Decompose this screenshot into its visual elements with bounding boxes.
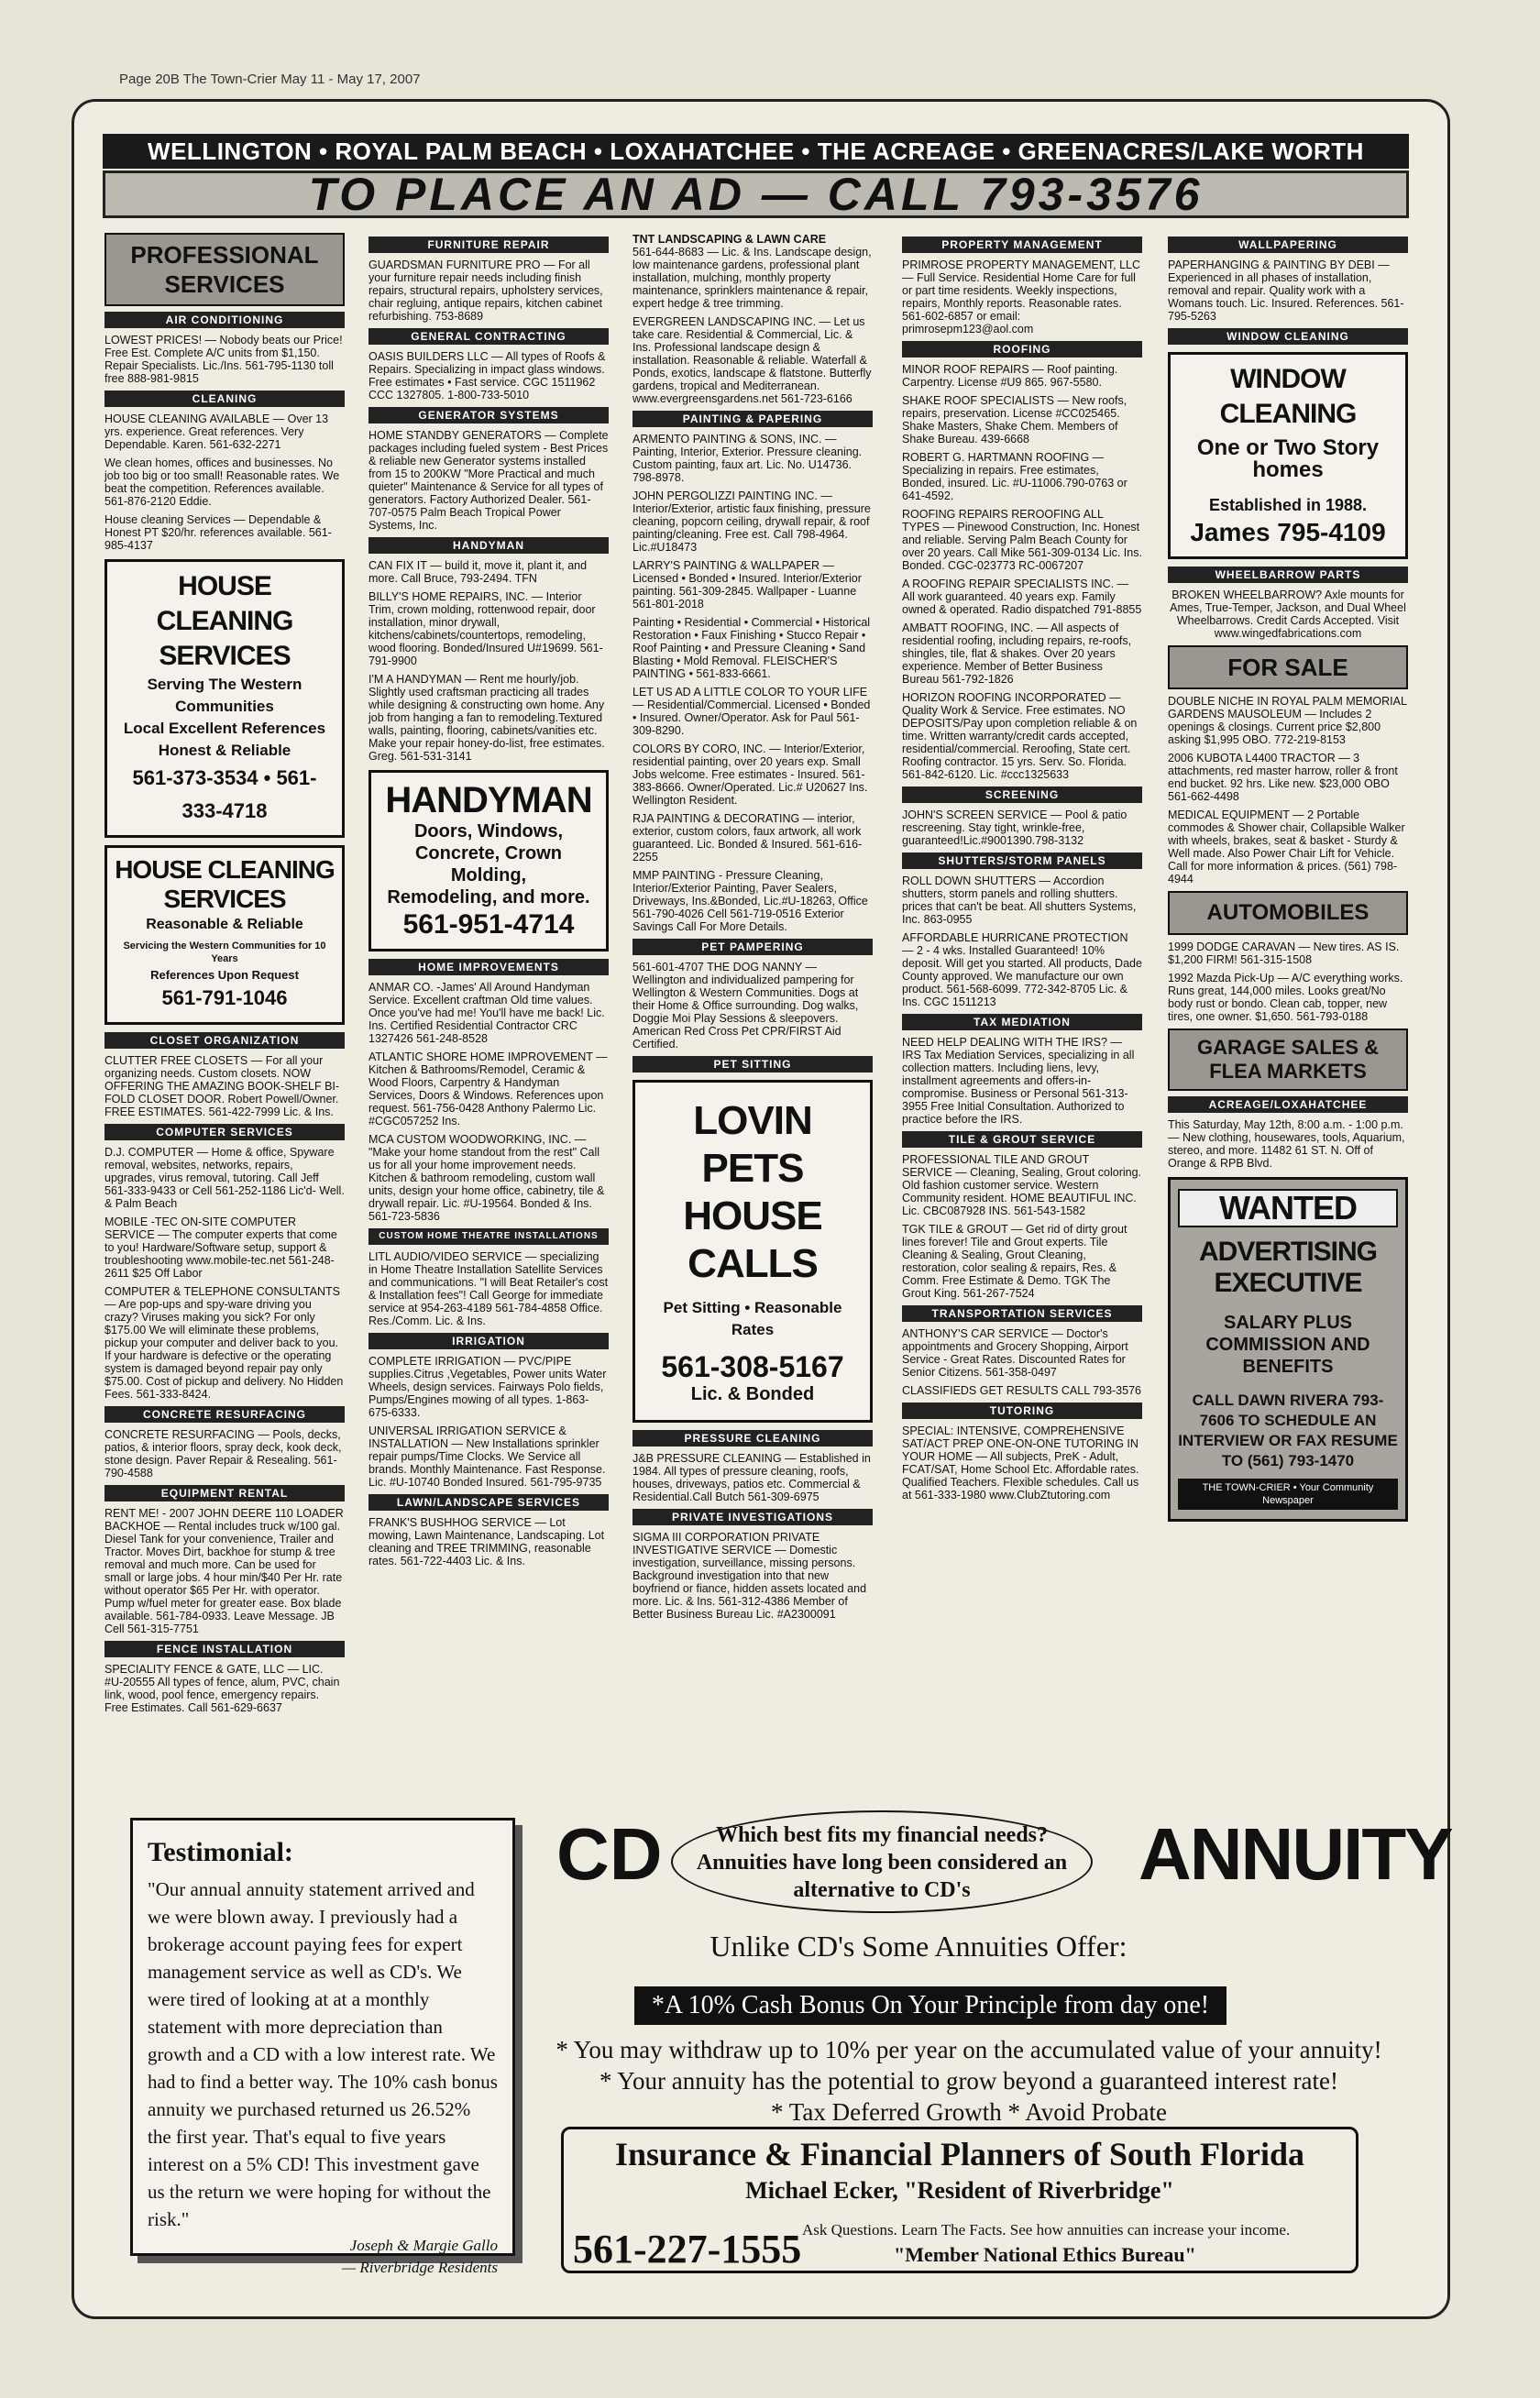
- column-4: [902, 233, 1142, 1507]
- ad-membership: "Member National Ethics Bureau": [894, 2243, 1196, 2266]
- listing: We clean homes, offices and businesses. No job too big or too small! Reasonable rates. We beat the competition. References available. 561-876-2120 Eddie.: [104, 456, 340, 508]
- listing: TGK TILE & GROUT — Get rid of dirty grout lines forever! Tile and Grout experts. Tile Cleaning & Sealing, Grout Cleaning, restoration, color sealing & repairs, Res. & Comm. Free Estimate & Demo. TGK The Grout King. 561-267-7524: [902, 1223, 1128, 1300]
- offer-heading: Unlike CD's Some Annuities Offer:: [710, 1930, 1128, 1963]
- ad-line: Servicing the Western Communities for 10 Years: [123, 940, 326, 964]
- listing: AFFORDABLE HURRICANE PROTECTION — 2 - 4 wks. Installed Guaranteed! 10% deposit. Will get you started. All products, Dade County approved. We manufacture our own product. 561-568-6099. 772-342-8705 Lic. & Ins. CGC 1511213: [902, 931, 1142, 1008]
- section-header-for-sale: FOR SALE: [1168, 645, 1408, 689]
- listing: A ROOFING REPAIR SPECIALISTS INC. — All work guaranteed. 40 years exp. Family owned & operated. Radio dispatched 791-8855: [902, 578, 1142, 616]
- testimonial-signature: — Riverbridge Residents: [342, 2259, 498, 2276]
- display-ad-wanted: [1168, 1177, 1408, 1522]
- ad-line: Remodeling, and more.: [387, 887, 590, 908]
- listing: COLORS BY CORO, INC. — Interior/Exterior, residential painting, over 20 years exp. Small Jobs welcome. Free estimates - Insured. 561-383-8666. Owner/Operated. Lic.# U20627 Ins. Wellington Resident.: [632, 742, 868, 807]
- ad-title: HOUSE CLEANING SERVICES: [156, 571, 293, 671]
- listing: LET US AD A LITTLE COLOR TO YOUR LIFE — Residential/Commercial. Licensed • Bonded • Insured. Owner/Operator. Ask for Paul 561-309-8290.: [632, 686, 871, 737]
- listing: ROBERT G. HARTMANN ROOFING — Specializing in repairs. Free estimates, Bonded, insured. Lic. #U-11006.790-0763 or 641-4592.: [902, 451, 1128, 502]
- category-header: GENERAL CONTRACTING: [368, 328, 609, 345]
- category-header: WHEELBARROW PARTS: [1168, 566, 1408, 583]
- ad-line: Established in 1988.: [1208, 496, 1368, 514]
- listing: LARRY'S PAINTING & WALLPAPER — Licensed • Bonded • Insured. Interior/Exterior painting. 561-309-2845. Wallpaper - Luanne 561-801-2018: [632, 559, 862, 610]
- category-header: AIR CONDITIONING: [104, 312, 345, 328]
- display-ad-handyman: [368, 770, 609, 952]
- call-banner: TO PLACE AN AD — CALL 793-3576: [103, 170, 1409, 218]
- listing: EVERGREEN LANDSCAPING INC. — Let us take care. Residential & Commercial, Lic. & Ins. Professional landscape design & installation. Reasonable & reliable. Waterfall & Ponds, exotics, landscape & flatstone. Butterfly gardens, tropical and Mediterranean. www.evergreensgardens.net 561-723-6166: [632, 315, 872, 405]
- newspaper-logo: THE TOWN-CRIER • Your Community Newspaper: [1178, 1479, 1398, 1510]
- listing: LOWEST PRICES! — Nobody beats our Price! Free Est. Complete A/C units from $1,150. Repair Specialists. Lic./Ins. 561-795-1130 toll free 888-981-9815: [104, 334, 343, 385]
- category-header: CONCRETE RESURFACING: [104, 1406, 345, 1423]
- section-header-professional: PROFESSIONAL SERVICES: [104, 233, 345, 306]
- listing: OASIS BUILDERS LLC — All types of Roofs & Repairs. Specializing in impact glass windows. Free estimates • Fast service. CGC 1511962 CCC 1327805. 1-800-733-5010: [368, 350, 606, 402]
- column-2: [368, 233, 609, 1573]
- company-name: Insurance & Financial Planners of South Florida: [614, 2136, 1305, 2172]
- category-header: TUTORING: [902, 1402, 1142, 1419]
- section-header-garage-sales: GARAGE SALES & FLEA MARKETS: [1168, 1028, 1408, 1091]
- category-header: CUSTOM HOME THEATRE INSTALLATIONS: [368, 1228, 609, 1245]
- listing: JOHN PERGOLIZZI PAINTING INC. — Interior/Exterior, artistic faux finishing, pressure cleaning, popcorn ceiling, drywall repair, & roof painting/cleaning. Free est. Call 798-4964. Lic.#U18473: [632, 490, 871, 554]
- category-header: PET SITTING: [632, 1056, 873, 1072]
- ad-line: CALL DAWN RIVERA 793-7606 TO SCHEDULE AN INTERVIEW OR FAX RESUME TO (561) 793-1470: [1178, 1392, 1398, 1469]
- listing: UNIVERSAL IRRIGATION SERVICE & INSTALLATION — New Installations sprinkler repair pumps/Time Clocks. We Service all brands. Monthly Maintenance. Fast Response. Lic. #U-10740 Bonded Insured. 561-795-9735: [368, 1424, 606, 1489]
- category-header: FENCE INSTALLATION: [104, 1641, 345, 1657]
- benefit-line: * You may withdraw up to 10% per year on the accumulated value of your annuity!: [556, 2036, 1382, 2063]
- listing: D.J. COMPUTER — Home & office, Spyware removal, websites, networks, repairs, upgrades, virus removal, tutoring. Call Jeff 561-333-9433 or Cell 561-252-1186 Lic'd- Well. & Palm Beach: [104, 1146, 345, 1210]
- listing: CLASSIFIEDS GET RESULTS CALL 793-3576: [902, 1384, 1141, 1397]
- listing: FRANK'S BUSHHOG SERVICE — Lot mowing, Lawn Maintenance, Landscaping. Lot cleaning and TREE TRIMMING, reasonable rates. 561-722-4403 Lic. & Ins.: [368, 1516, 605, 1568]
- category-header: IRRIGATION: [368, 1333, 609, 1349]
- ad-phone: 561-227-1555: [573, 2227, 802, 2272]
- listing: ARMENTO PAINTING & SONS, INC. — Painting, Interior, Exterior. Pressure cleaning. Custom painting, faux art. Lic. No. U14736. 798-8978.: [632, 433, 863, 484]
- listing: GUARDSMAN FURNITURE PRO — For all your furniture repair needs including finish repairs, structural repairs, upholstery services, chair regluing, antique repairs, kitchen cabinet refurbishing. 753-8689: [368, 258, 603, 323]
- category-header: HANDYMAN: [368, 537, 609, 554]
- ad-line: Local Excellent References: [123, 720, 326, 737]
- ad-title: HOUSE CLEANING SERVICES: [115, 855, 335, 913]
- category-header: TAX MEDIATION: [902, 1014, 1142, 1030]
- ad-tagline: Ask Questions. Learn The Facts. See how annuities can increase your income.: [802, 2221, 1291, 2238]
- category-header: WALLPAPERING: [1168, 236, 1408, 253]
- listing: PROFESSIONAL TILE AND GROUT SERVICE — Cleaning, Sealing, Grout coloring. Old fashion customer service. Western Community resident. HOME BEAUTIFUL INC. Lic. CBC087928 INS. 561-543-1582: [902, 1153, 1142, 1217]
- category-header: ROOFING: [902, 341, 1142, 358]
- category-header: CLEANING: [104, 390, 345, 407]
- ad-phone: James 795-4109: [1190, 518, 1386, 546]
- category-header: PROPERTY MANAGEMENT: [902, 236, 1142, 253]
- ad-title: HANDYMAN: [385, 780, 592, 820]
- testimonial-title: Testimonial:: [148, 1837, 293, 1867]
- listing: PAPERHANGING & PAINTING BY DEBI — Experienced in all phases of installation, removal and repair. Quality work with a Womans touch. Lic. Insured. References. 561-795-5263: [1168, 258, 1404, 323]
- display-ad-lovin-pets: [632, 1080, 873, 1423]
- listing: ANMAR CO. -James' All Around Handyman Service. Excellent craftman Old time values. Once you've had me! You'll have me back! Lic. Ins. Certified Residential Contractor CRC 1327426 561-248-8528: [368, 981, 605, 1045]
- category-header: TRANSPORTATION SERVICES: [902, 1305, 1142, 1322]
- testimonial-box: [130, 1818, 515, 2276]
- region-banner: WELLINGTON • ROYAL PALM BEACH • LOXAHATCHEE • THE ACREAGE • GREENACRES/LAKE WORTH: [103, 134, 1409, 169]
- listing: ROLL DOWN SHUTTERS — Accordion shutters, storm panels and rolling shutters. prices that can't be beat. All shutters Systems, Inc. 863-0955: [902, 874, 1137, 926]
- category-header: PAINTING & PAPERING: [632, 411, 873, 427]
- benefit-line: * Tax Deferred Growth * Avoid Probate: [771, 2098, 1167, 2126]
- category-header: PRIVATE INVESTIGATIONS: [632, 1509, 873, 1525]
- ad-phone: 561-373-3534 • 561-333-4718: [132, 766, 317, 822]
- ad-line: One or Two Story homes: [1196, 435, 1380, 482]
- listing: MCA CUSTOM WOODWORKING, INC. — "Make your home standout from the rest" Call us for all your home improvement needs. Kitchen & bathroom remodeling, custom wall units, design your home office, cabinetry, tile & drywall repair. Lic. #U-19564. Bonded & Ins. 561-723-5836: [368, 1133, 605, 1223]
- annuity-ad: [103, 1810, 1452, 2287]
- ad-line: Doors, Windows,: [413, 821, 564, 842]
- listing: House cleaning Services — Dependable & Honest PT $20/hr. references available. 561-985-4137: [104, 513, 332, 552]
- listing: COMPLETE IRRIGATION — PVC/PIPE supplies.Citrus ,Vegetables, Power units Water Wheels, design services. Fairways Polo fields, Pumps/Engines mowing of all types. 1-863-675-6333.: [368, 1355, 607, 1419]
- ad-title: WANTED: [1178, 1189, 1398, 1227]
- cd-heading: CD: [556, 1813, 663, 1895]
- ad-line: Serving The Western Communities: [147, 676, 302, 715]
- category-header: GENERATOR SYSTEMS: [368, 407, 609, 424]
- ad-phone: 561-308-5167: [661, 1350, 844, 1383]
- column-3: [632, 233, 873, 1626]
- ad-phone: 561-951-4714: [402, 909, 575, 940]
- bonus-banner: *A 10% Cash Bonus On Your Principle from day one!: [634, 1986, 1226, 2025]
- listing: 2006 KUBOTA L4400 TRACTOR — 3 attachments, red master harrow, roller & front end bucket. 92 hrs. Like new. $23,000 OBO 561-662-4498: [1168, 752, 1398, 803]
- annuity-heading: ANNUITY: [1138, 1813, 1452, 1895]
- column-5: [1168, 233, 1408, 1529]
- listing: COMPUTER & TELEPHONE CONSULTANTS — Are pop-ups and spy-ware driving you crazy? Viruses making you sick? For only $175.00 We will eliminate these problems, pickup your computer and deliver back to you. If your hardware is defective or the operating system is damaged beyond repair pay only $75.00. Cost of pickup and delivery. No Hidden Fees. 561-333-8424.: [104, 1285, 344, 1401]
- listing: BILLY'S HOME REPAIRS, INC. — Interior Trim, crown molding, rottenwood repair, door installation, minor drywall, kitchens/cabinets/countertops, remodeling, wood flooring. Bonded/Insured U#19699. 561-791-9900: [368, 590, 603, 667]
- listing: J&B PRESSURE CLEANING — Established in 1984. All types of pressure cleaning, roofs, houses, driveways, patios etc. Commercial & Residential.Call Butch 561-309-6975: [632, 1452, 871, 1503]
- listing-title: TNT LANDSCAPING & LAWN CARE: [632, 233, 827, 246]
- listing: I'M A HANDYMAN — Rent me hourly/job. Slightly used craftsman practicing all trades while designing & constructing own home. Any job from hanging a fan to remodeling.Textured walls, painting, flooring, cabinets/vanities etc. Make your repair honey-do-list, free estimates. Greg. 561-531-3141: [368, 673, 605, 763]
- display-ad-house-cleaning-1: [104, 559, 345, 838]
- category-header: COMPUTER SERVICES: [104, 1124, 345, 1140]
- ad-line: Reasonable & Reliable: [146, 917, 303, 932]
- category-header: SHUTTERS/STORM PANELS: [902, 852, 1142, 869]
- category-header: EQUIPMENT RENTAL: [104, 1485, 345, 1502]
- ad-line: Lic. & Bonded: [690, 1384, 815, 1404]
- category-header: PET PAMPERING: [632, 939, 873, 955]
- listing: SIGMA III CORPORATION PRIVATE INVESTIGATIVE SERVICE — Domestic investigation, surveillance, missing persons. Background investigation into that new boyfriend or fiance, hidden assets located and more. Lic. & Ins. 561-312-4386 Member of Better Business Bureau Lic. #A2300091: [632, 1531, 867, 1621]
- category-header: WINDOW CLEANING: [1168, 328, 1408, 345]
- category-header: PRESSURE CLEANING: [632, 1430, 873, 1446]
- listing: 561-601-4707 THE DOG NANNY — Wellington and individualized pampering for Wellington & Western Communities. Dogs at their Home & Office surrounding. Dog walks, Doggie Moi Play Sessions & sleepovers. American Red Cross Pet CPR/FIRST Aid Certified.: [632, 961, 859, 1050]
- ad-title: WINDOW CLEANING: [1219, 364, 1357, 429]
- category-header: SCREENING: [902, 786, 1142, 803]
- listing: MINOR ROOF REPAIRS — Roof painting. Carpentry. License #U9 865. 967-5580.: [902, 363, 1118, 389]
- display-ad-house-cleaning-2: [104, 845, 345, 1025]
- listing: HOME STANDBY GENERATORS — Complete packages including fueled system - Best Prices & reliable new Generator systems installed from 15 to 200KW "More Practical and much quieter" Maintenance & Service for all types of generators. Factory Authorized Dealer. 561-707-0575 Palm Beach Tropical Power Systems, Inc.: [368, 429, 609, 532]
- listing: Painting • Residential • Commercial • Historical Restoration • Faux Finishing • Stucco Repair • Roof Painting • and Pressure Cleaning • Sand Blasting • Mold Removal. FLEISCHER'S PAINTING • 561-833-6661.: [632, 616, 871, 680]
- listing: SPECIALITY FENCE & GATE, LLC — LIC. #U-20555 All types of fence, alum, PVC, chain link, wood, pool fence, emergency repairs. Free Estimates. Call 561-629-6637: [104, 1663, 340, 1714]
- testimonial-quote: "Our annual annuity statement arrived and we were blown away. I previously had a brokerage account paying fees for expert management service as well as CD's. We were tired of looking at at a monthly statement with more depreciation than growth and a CD with a low interest rate. We had to find a better way. The 10% cash bonus annuity we purchased returned us 26.52% the first year. That's equal to five years interest on a 5% CD! This investment gave us the return we were hoping for without the risk.": [148, 1878, 498, 2230]
- question-oval: Which best fits my financial needs? Annuities have long been considered an alternative to CD's: [671, 1810, 1093, 1913]
- listing: HOUSE CLEANING AVAILABLE — Over 13 yrs. experience. Great references. Very Dependable. Karen. 561-632-2271: [104, 412, 329, 451]
- listing: MOBILE -TEC ON-SITE COMPUTER SERVICE — The computer experts that come to you! Hardware/Software setup, support & troubleshooting www.mobile-tec.net 561-248-2611 $25 Off Labor: [104, 1216, 337, 1280]
- ad-line: Concrete, Crown Molding,: [414, 843, 563, 886]
- ad-phone: 561-791-1046: [161, 986, 288, 1009]
- listing: This Saturday, May 12th, 8:00 a.m. - 1:00 p.m. — New clothing, housewares, tools, Aquarium, stereo, and more. 11482 61 ST. N. Off of Orange & RPB Blvd.: [1168, 1118, 1405, 1170]
- listing: AMBATT ROOFING, INC. — All aspects of residential roofing, including repairs, re-roofs, shingles, tile, flat & shakes. Over 20 years experience. Member of Better Business Bureau 561-792-1826: [902, 622, 1132, 686]
- ad-title: HOUSE CALLS: [683, 1194, 822, 1286]
- listing: SHAKE ROOF SPECIALISTS — New roofs, repairs, preservation. License #CC025465. Shake Masters, Shake Chem. Members of Shake Bureau. 439-6668: [902, 394, 1128, 446]
- listing: 1999 DODGE CARAVAN — New tires. AS IS. $1,200 FIRM! 561-315-1508: [1168, 940, 1400, 966]
- listing: BROKEN WHEELBARROW? Axle mounts for Ames, True-Temper, Jackson, and Dual Wheel Wheelbarrows. Credit Cards Accepted. Visit www.wingedfabrications.com: [1170, 588, 1406, 640]
- category-header: LAWN/LANDSCAPE SERVICES: [368, 1494, 609, 1511]
- column-1: [104, 233, 345, 1720]
- listing: RJA PAINTING & DECORATING — interior, exterior, custom colors, faux artwork, all work guaranteed. Lic. Bonded & Insured. 561-616-2255: [632, 812, 863, 864]
- category-header: ACREAGE/LOXAHATCHEE: [1168, 1096, 1408, 1113]
- listing: MEDICAL EQUIPMENT — 2 Portable commodes & Shower chair, Collapsible Walker with wheels, brakes, seat & basket - Sturdy & Well made. Also Power Chair Lift for Vehicle. Call for more information & prices. (561) 798-4944: [1168, 808, 1405, 886]
- listing: 1992 Mazda Pick-Up — A/C everything works. Runs great, 144,000 miles. Looks great/No body rust or bondo. Clean cab, topper, new tires, one owner. $1,650. 561-793-0188: [1168, 972, 1403, 1023]
- listing: RENT ME! - 2007 JOHN DEERE 110 LOADER BACKHOE — Rental includes truck w/100 gal. Diesel Tank for your convenience, Trailer and Tractor. Moves Dirt, backhoe for stump & tree removal and much more. Can be used for small or large jobs. 4 hour min/$40 Per Hr. rate without operator $65 Per Hr. with operator. Pump w/fuel meter for greater ease. Box blade available. 561-784-0933. Leave Message. JB Cell 561-315-7751: [104, 1507, 344, 1635]
- ad-line: References Upon Request: [150, 968, 299, 982]
- agent-name: Michael Ecker, "Resident of Riverbridge": [745, 2177, 1174, 2204]
- section-header-automobiles: AUTOMOBILES: [1168, 891, 1408, 935]
- benefit-line: * Your annuity has the potential to grow beyond a guaranteed interest rate!: [599, 2067, 1339, 2095]
- testimonial-signature: Joseph & Margie Gallo: [349, 2237, 498, 2254]
- insurance-box: [561, 2127, 1358, 2273]
- listing: ROOFING REPAIRS REROOFING ALL TYPES — Pinewood Construction, Inc. Honest and reliable. Serving Palm Beach County for over 20 years. Call Mike 561-309-0134 Lic. Ins. Bonded. CGC-023773 RC-0067207: [902, 508, 1142, 572]
- listing: CLUTTER FREE CLOSETS — For all your organizing needs. Custom closets. NOW OFFERING THE AMAZING BOOK-SHELF BI-FOLD CLOSET DOOR. Robert Powell/Owner. FREE ESTIMATES. 561-422-7999 Lic. & Ins.: [104, 1054, 340, 1118]
- listing: 561-644-8683 — Lic. & Ins. Landscape design, low maintenance gardens, professional plant installation, mulching, monthly property maintenance, sprinklers maintenance & repair, expert hedge & tree trimming.: [632, 246, 872, 310]
- page-header: Page 20B The Town-Crier May 11 - May 17, 2007: [119, 72, 421, 87]
- category-header: CLOSET ORGANIZATION: [104, 1032, 345, 1049]
- listing: LITL AUDIO/VIDEO SERVICE — specializing in Home Theatre Installation Satellite Services and communications. "I will Beat Retailer's cost & Installation fees"! Call George for immediate service at 954-263-4189 561-784-4858 Office. Res./Comm. Lic. & Ins.: [368, 1250, 609, 1327]
- listing: ATLANTIC SHORE HOME IMPROVEMENT — Kitchen & Bathrooms/Remodel, Ceramic & Wood Floors, Carpentry & Handyman Services, Doors & Windows. References upon request. 561-756-0428 Anthony Palermo Lic. #CGC057252 Ins.: [368, 1050, 608, 1128]
- ad-title: ADVERTISING EXECUTIVE: [1198, 1237, 1378, 1298]
- ad-title: LOVIN PETS: [693, 1098, 812, 1191]
- listing: SPECIAL: INTENSIVE, COMPREHENSIVE SAT/ACT PREP ONE-ON-ONE TUTORING IN YOUR HOME — All subjects, PreK - Adult, FCAT/SAT, Home School Etc. Affordable rates. Qualified Teachers. Flexible schedules. Call us at 561-333-1980 www.ClubZtutoring.com: [902, 1424, 1139, 1502]
- listing: CONCRETE RESURFACING — Pools, decks, patios, & interior floors, spray deck, kook deck, stone design. Paver Repair & Resealing. 561-790-4588: [104, 1428, 342, 1480]
- category-header: FURNITURE REPAIR: [368, 236, 609, 253]
- listing: ANTHONY'S CAR SERVICE — Doctor's appointments and Grocery Shopping, Airport Service - Great Rates. Discounted Rates for Senior Citizens. 561-358-0497: [902, 1327, 1128, 1379]
- ad-line: Honest & Reliable: [158, 742, 292, 759]
- listing: JOHN'S SCREEN SERVICE — Pool & patio rescreening. Stay tight, wrinkle-free, guaranteed!Lic.#9001390.798-3132: [902, 808, 1128, 847]
- listing: DOUBLE NICHE IN ROYAL PALM MEMORIAL GARDENS MAUSOLEUM — Includes 2 openings & closings. Current price $2,800 asking $1,995 OBO. 772-219-8153: [1168, 695, 1407, 746]
- category-header: HOME IMPROVEMENTS: [368, 959, 609, 975]
- listing: CAN FIX IT — build it, move it, plant it, and more. Call Bruce, 793-2494. TFN: [368, 559, 588, 585]
- ad-line: Pet Sitting • Reasonable Rates: [663, 1299, 842, 1338]
- listing: PRIMROSE PROPERTY MANAGEMENT, LLC — Full Service. Residential Home Care for full or part time residents. Weekly inspections, repairs, Monthly reports. Reasonable rates. 561-602-6857 or email: primrosepm123@aol.com: [902, 258, 1141, 336]
- listing: NEED HELP DEALING WITH THE IRS? — IRS Tax Mediation Services, specializing in all collection matters. Including liens, levy, installment agreements and offers-in-compromise. Business or Personal 561-313-3955 Free Initial Consultation. Authorized to practice before the IRS.: [902, 1036, 1135, 1126]
- ad-line: SALARY PLUS COMMISSION AND BENEFITS: [1205, 1313, 1370, 1377]
- display-ad-window-cleaning: [1168, 352, 1408, 559]
- listing: MMP PAINTING - Pressure Cleaning, Interior/Exterior Painting, Paver Sealers, Driveways, Ins.&Bonded, Lic.#U-18263, Office 561-790-4026 Cell 561-719-0516 Exterior Savings Call For More Details.: [632, 869, 868, 933]
- listing: HORIZON ROOFING INCORPORATED — Quality Work & Service. Free estimates. NO DEPOSITS/Pay upon completion reliable & on time. Written warranty/credit cards accepted, residential/commercial. Reroofing, State cert. Roofing contractor. 15 yrs. Serv. So. Florida. 561-842-6120. Lic. #ccc1325633: [902, 691, 1138, 781]
- category-header: TILE & GROUT SERVICE: [902, 1131, 1142, 1148]
